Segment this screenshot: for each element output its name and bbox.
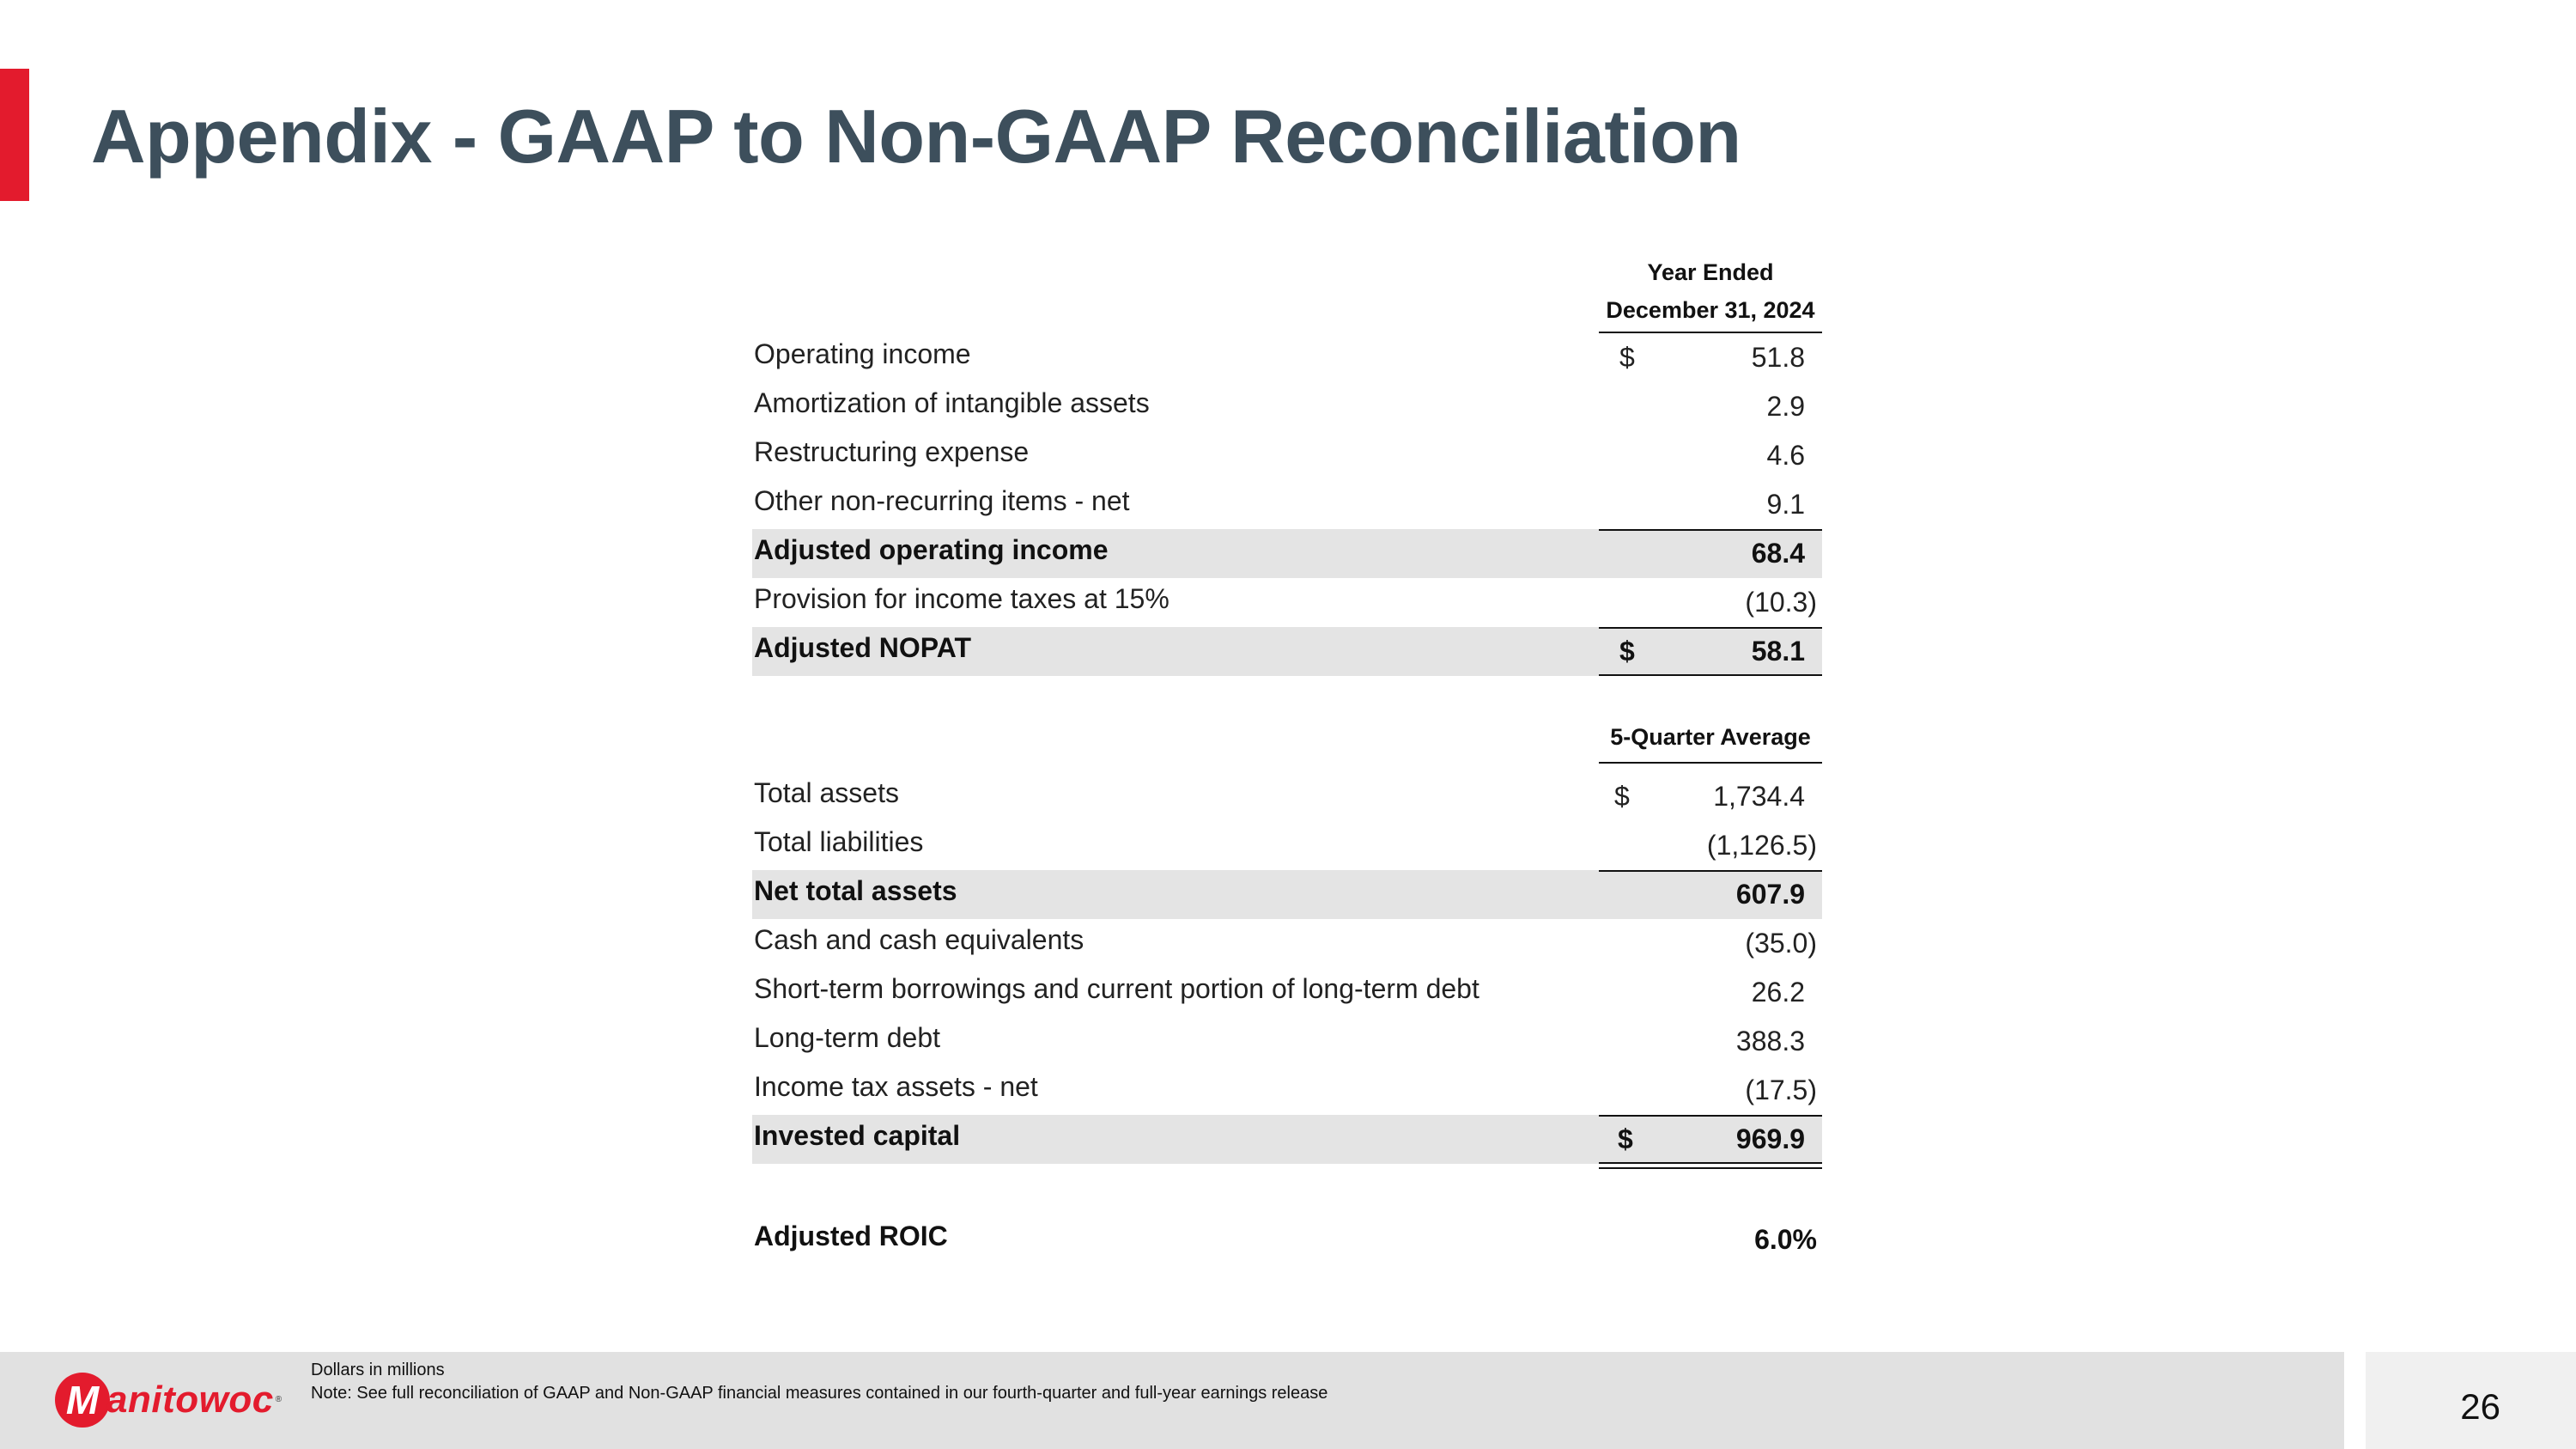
- row-value: (1,126.5): [1706, 830, 1817, 861]
- row-label: Adjusted operating income: [754, 534, 1109, 565]
- footnote: [311, 1359, 1327, 1405]
- row-other-nonrecurring: [752, 480, 1822, 529]
- row-value: 51.8: [1751, 342, 1805, 373]
- row-label: Adjusted ROIC: [754, 1221, 948, 1251]
- row-label: Restructuring expense: [754, 436, 1030, 467]
- row-label: Provision for income taxes at 15%: [754, 583, 1170, 614]
- accent-bar: [0, 69, 29, 201]
- subtotal-rule: [1599, 1115, 1822, 1117]
- row-value: 58.1: [1751, 636, 1805, 667]
- row-value: 969.9: [1735, 1123, 1805, 1154]
- row-label: Short-term borrowings and current portion of long-term debt: [754, 973, 1479, 1004]
- row-value: 26.2: [1751, 977, 1805, 1008]
- row-invested-capital: [752, 1115, 1822, 1164]
- page-number: 26: [2460, 1386, 2500, 1427]
- footnote-note: Note: See full reconciliation of GAAP and Non-GAAP financial measures contained in our fourth-quarter and full-year earnings release: [311, 1384, 1328, 1403]
- logo-wordmark: anitowoc: [106, 1379, 274, 1421]
- row-value: 607.9: [1735, 879, 1805, 910]
- row-label: Income tax assets - net: [754, 1071, 1038, 1102]
- five-quarter-header: [752, 676, 1822, 772]
- logo-m-icon: M: [55, 1373, 110, 1428]
- row-value: (10.3): [1745, 587, 1817, 618]
- page-title: Appendix - GAAP to Non-GAAP Reconciliation: [91, 94, 1741, 179]
- row-value: 68.4: [1751, 538, 1805, 569]
- row-label: Long-term debt: [754, 1022, 941, 1053]
- row-value: 2.9: [1766, 391, 1805, 422]
- row-value: (35.0): [1745, 928, 1817, 959]
- row-adjusted-nopat: [752, 627, 1822, 676]
- row-value: 388.3: [1735, 1026, 1805, 1056]
- spacer: [752, 1164, 1822, 1215]
- header-rule: [1599, 762, 1822, 764]
- row-value: (17.5): [1745, 1075, 1817, 1105]
- row-income-tax-assets: [752, 1066, 1822, 1115]
- row-label: Cash and cash equivalents: [754, 924, 1084, 955]
- row-dollar: $: [1614, 781, 1630, 812]
- subtotal-rule: [1599, 627, 1822, 629]
- subtotal-rule: [1599, 870, 1822, 872]
- row-dollar: $: [1619, 636, 1635, 667]
- year-ended-header: [752, 249, 1822, 333]
- row-adjusted-roic: [752, 1215, 1822, 1264]
- row-label: Amortization of intangible assets: [754, 387, 1150, 418]
- header-year-ended: Year Ended: [1647, 259, 1774, 285]
- row-net-total-assets: [752, 870, 1822, 919]
- total-double-rule: [1599, 1167, 1822, 1169]
- footnote-units: Dollars in millions: [311, 1361, 445, 1379]
- row-dollar: $: [1619, 342, 1635, 373]
- row-dollar: $: [1618, 1123, 1633, 1154]
- row-label: Adjusted NOPAT: [754, 632, 972, 663]
- page-number-box: [2366, 1352, 2576, 1449]
- header-five-quarter: 5-Quarter Average: [1610, 724, 1811, 750]
- row-total-assets: [752, 772, 1822, 821]
- manitowoc-logo: [55, 1369, 282, 1431]
- reconciliation-table: [752, 249, 1822, 1264]
- row-label: Operating income: [754, 338, 971, 369]
- total-rule: [1599, 1162, 1822, 1164]
- row-label: Total liabilities: [754, 826, 924, 857]
- row-adjusted-operating-income: [752, 529, 1822, 578]
- row-amortization: [752, 382, 1822, 431]
- row-value: 1,734.4: [1713, 781, 1805, 812]
- row-provision-taxes: [752, 578, 1822, 627]
- footer-bar: [0, 1352, 2344, 1449]
- row-label: Other non-recurring items - net: [754, 485, 1130, 516]
- logo-trademark: ®: [275, 1395, 283, 1404]
- row-label: Net total assets: [754, 875, 957, 906]
- row-long-term-debt: [752, 1017, 1822, 1066]
- row-cash: [752, 919, 1822, 968]
- row-value: 6.0%: [1754, 1224, 1817, 1255]
- row-label: Invested capital: [754, 1120, 961, 1151]
- row-short-term-borrowings: [752, 968, 1822, 1017]
- row-total-liabilities: [752, 821, 1822, 870]
- header-date: December 31, 2024: [1606, 297, 1815, 323]
- row-operating-income: [752, 333, 1822, 382]
- row-value: 9.1: [1766, 489, 1805, 520]
- row-restructuring: [752, 431, 1822, 480]
- row-value: 4.6: [1766, 440, 1805, 471]
- subtotal-rule: [1599, 529, 1822, 531]
- row-label: Total assets: [754, 777, 899, 808]
